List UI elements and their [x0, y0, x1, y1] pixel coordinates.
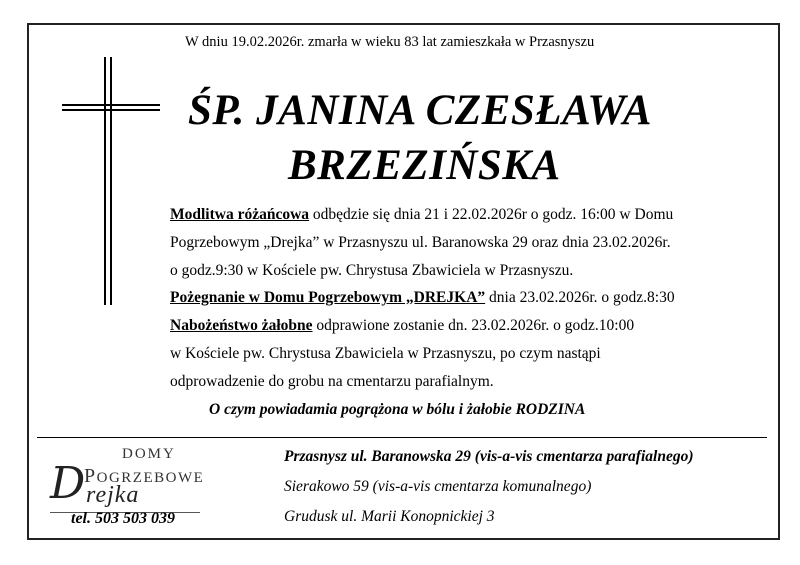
logo-domy-text: DOMY — [122, 446, 176, 462]
rosary-line-3: o godz.9:30 w Kościele pw. Chrystusa Zbawiciela w Przasnyszu. — [170, 262, 574, 279]
deceased-name-line1: ŚP. JANINA CZESŁAWA — [188, 87, 652, 134]
mass-line-3: odprowadzenie do grobu na cmentarzu parafialnym. — [170, 373, 494, 390]
cross-icon-horizontal-top — [62, 104, 160, 106]
phone-number: tel. 503 503 039 — [71, 510, 175, 527]
cross-icon-horizontal-bottom — [62, 109, 160, 111]
logo-d-letter: D — [50, 458, 86, 509]
mass-line-1 — [170, 317, 634, 335]
mass-line-2: w Kościele pw. Chrystusa Zbawiciela w Przasnyszu, po czym nastąpi — [170, 345, 601, 362]
farewell-line — [170, 289, 675, 307]
cross-icon-vertical-left — [104, 57, 106, 305]
rosary-line-2: Pogrzebowym „Drejka” w Przasnyszu ul. Baranowska 29 oraz dnia 23.02.2026r. — [170, 234, 671, 251]
rosary-label: Modlitwa różańcowa — [170, 206, 310, 223]
address-przasnysz: Przasnysz ul. Baranowska 29 (vis-a-vis cmentarza parafialnego) — [284, 448, 694, 465]
rosary-line-1 — [170, 206, 673, 224]
address-sierakowo: Sierakowo 59 (vis-a-vis cmentarza komunalnego) — [284, 478, 592, 495]
cross-icon-vertical-right — [110, 57, 112, 305]
logo-rejka-text: rejka — [86, 482, 140, 508]
closing-line: O czym powiadamia pogrążona w bólu i żałobie RODZINA — [209, 401, 586, 418]
footer-divider — [37, 437, 767, 438]
farewell-text: dnia 23.02.2026r. o godz.8:30 — [485, 289, 675, 306]
rosary-text-1: odbędzie się dnia 21 i 22.02.2026r o godz. 16:00 w Domu — [309, 206, 674, 223]
address-grudusk: Grudusk ul. Marii Konopnickiej 3 — [284, 508, 495, 525]
farewell-label: Pożegnanie w Domu Pogrzebowym „DREJKA” — [170, 289, 486, 306]
mass-text-1: odprawione zostanie dn. 23.02.2026r. o godz.10:00 — [312, 317, 635, 334]
death-notice-line: W dniu 19.02.2026r. zmarła w wieku 83 lat zamieszkała w Przasnyszu — [185, 34, 595, 50]
logo-pogrzebowe-text: POGRZEBOWE — [84, 465, 205, 487]
deceased-name-line2: BRZEZIŃSKA — [288, 142, 561, 189]
mass-label: Nabożeństwo żałobne — [170, 317, 313, 334]
